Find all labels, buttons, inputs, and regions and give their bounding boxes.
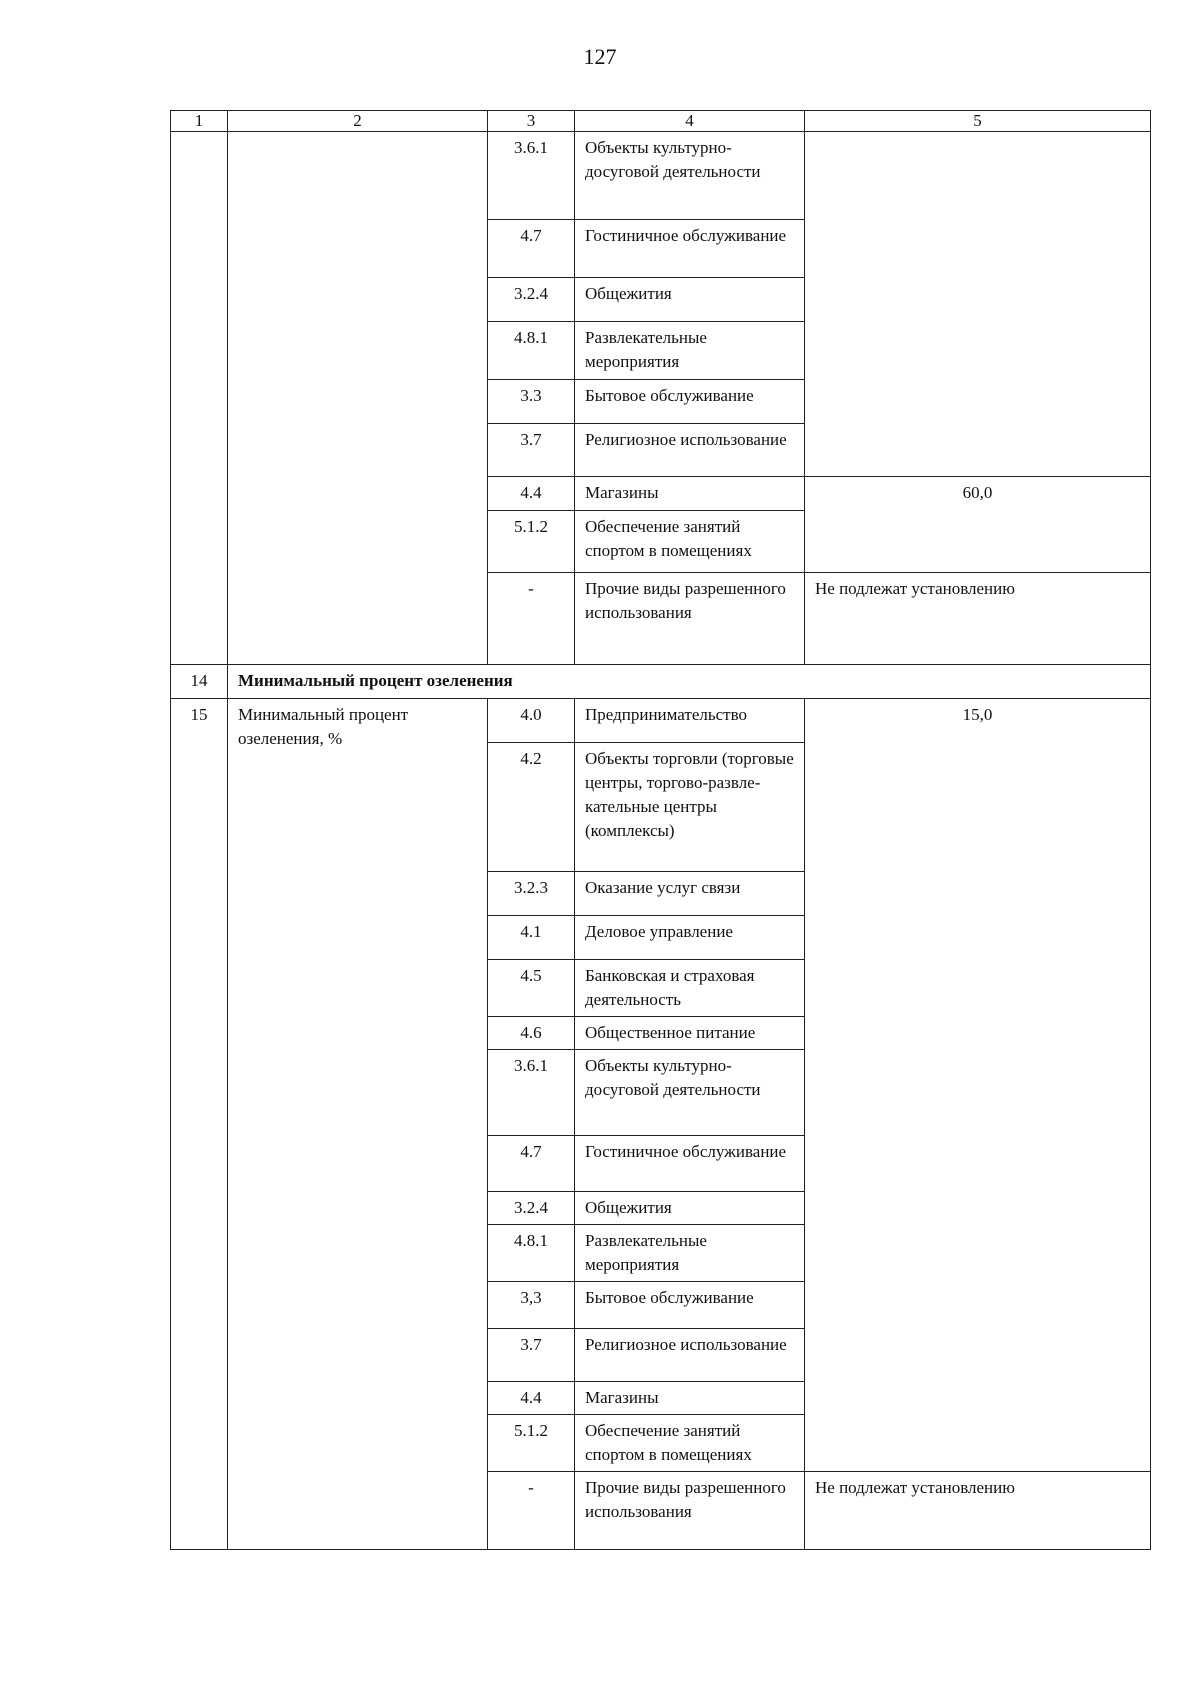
use-code: 3.2.4 [488,278,575,322]
value-cell: 60,0 [805,477,1151,573]
use-code: - [488,1472,575,1550]
use-code: 4.2 [488,743,575,872]
use-code: 3.7 [488,424,575,477]
section-title: Минимальный процент озеленения [228,665,1151,699]
use-name: Оказание услуг связи [575,872,805,916]
header-row [171,111,1151,132]
use-name: Предпринимательство [575,699,805,743]
use-code: 5.1.2 [488,511,575,573]
use-name: Гостиничное обслуживание [575,220,805,278]
use-name: Общественное питание [575,1017,805,1050]
use-name: Религиозное использование [575,1329,805,1382]
section-number: 14 [171,665,228,699]
use-code: 4.4 [488,1382,575,1415]
parameter-cell [228,132,488,665]
table-row [171,132,1151,220]
use-code: - [488,573,575,665]
value-cell: Не подлежат установлению [805,1472,1151,1550]
use-code: 4.6 [488,1017,575,1050]
use-code: 3,3 [488,1282,575,1329]
use-code: 3.7 [488,1329,575,1382]
header-col-3: 3 [488,111,575,132]
num-cell [171,132,228,665]
use-code: 4.5 [488,960,575,1017]
value-cell [805,132,1151,477]
use-name: Религиозное использование [575,424,805,477]
zoning-parameters-table [170,110,1151,1550]
use-code: 4.1 [488,916,575,960]
use-code: 3.3 [488,380,575,424]
use-name: Магазины [575,1382,805,1415]
header-col-2: 2 [228,111,488,132]
parameter-label: Минимальный процент озеленения, % [228,699,488,1550]
use-code: 4.8.1 [488,322,575,380]
use-name: Банковская и страховая деятельность [575,960,805,1017]
use-code: 4.8.1 [488,1225,575,1282]
use-name: Развлекательные мероприятия [575,322,805,380]
row-number: 15 [171,699,228,1550]
use-name: Объекты культурно-досуговой деятельности [575,132,805,220]
use-name: Бытовое обслуживание [575,380,805,424]
use-code: 5.1.2 [488,1415,575,1472]
table-row [171,699,1151,743]
use-code: 3.6.1 [488,132,575,220]
use-code: 4.0 [488,699,575,743]
value-cell: 15,0 [805,699,1151,1472]
use-name: Деловое управление [575,916,805,960]
use-name: Прочие виды разрешенного использования [575,573,805,665]
use-name: Объекты культурно-досуговой деятельности [575,1050,805,1136]
use-name: Общежития [575,1192,805,1225]
use-name: Гостиничное обслуживание [575,1136,805,1192]
use-code: 4.4 [488,477,575,511]
use-name: Обеспечение занятий спортом в помещениях [575,511,805,573]
header-col-1: 1 [171,111,228,132]
use-code: 4.7 [488,1136,575,1192]
header-col-4: 4 [575,111,805,132]
use-code: 3.6.1 [488,1050,575,1136]
use-code: 3.2.4 [488,1192,575,1225]
header-col-5: 5 [805,111,1151,132]
use-name: Объекты торговли (торговые центры, торгово-развле-кательные центры (комплексы) [575,743,805,872]
use-name: Обеспечение занятий спортом в помещениях [575,1415,805,1472]
use-name: Бытовое обслуживание [575,1282,805,1329]
use-code: 4.7 [488,220,575,278]
use-name: Прочие виды разрешенного использования [575,1472,805,1550]
page-number: 127 [583,44,617,69]
use-name: Общежития [575,278,805,322]
use-name: Развлекательные мероприятия [575,1225,805,1282]
use-name: Магазины [575,477,805,511]
use-code: 3.2.3 [488,872,575,916]
section-14-row [171,665,1151,699]
value-cell: Не подлежат установлению [805,573,1151,665]
